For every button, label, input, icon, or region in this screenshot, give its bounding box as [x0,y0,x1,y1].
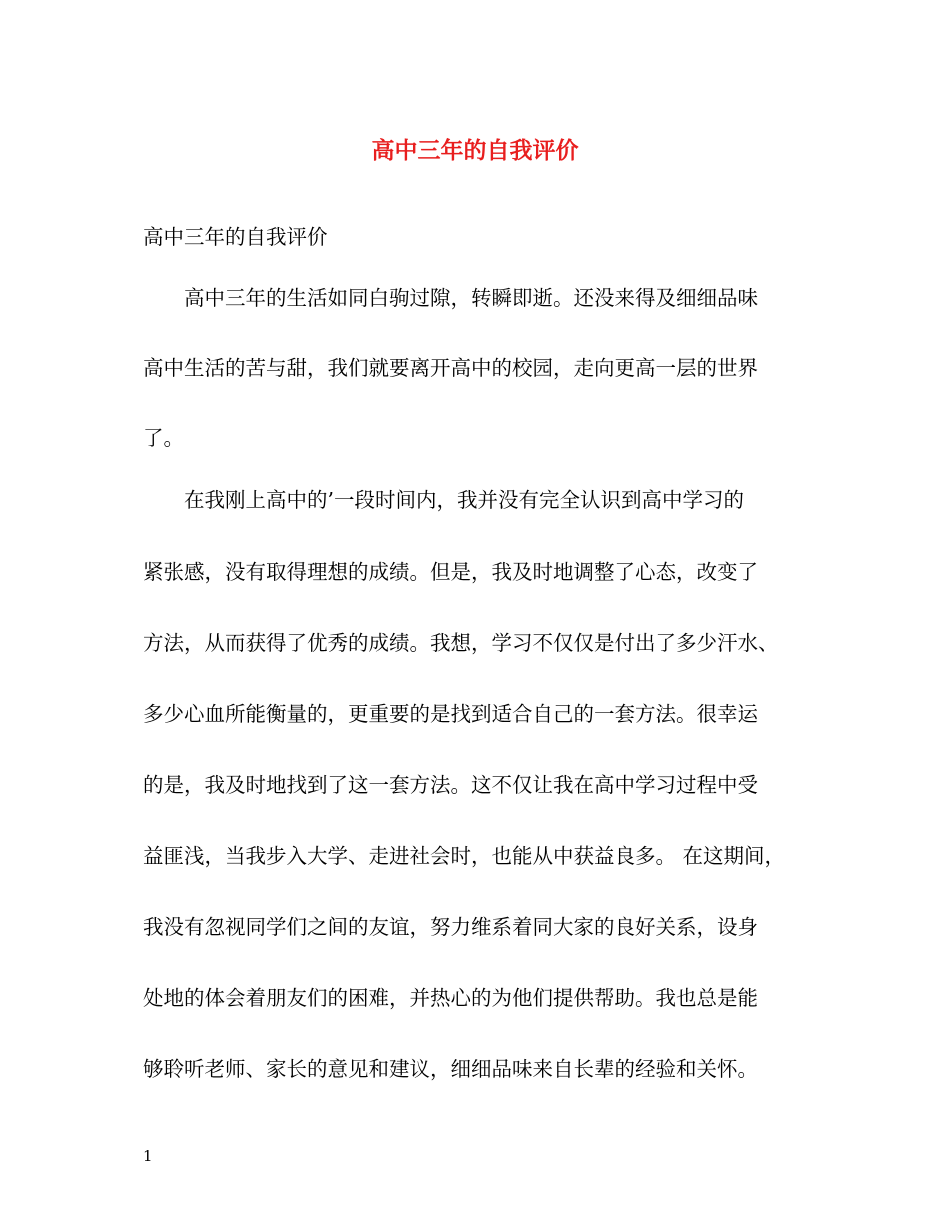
paragraph-line: 在我刚上高中的’一段时间内，我并没有完全认识到高中学习的 [184,488,745,512]
paragraph-line: 处地的体会着朋友们的困难，并热心的为他们提供帮助。我也总是能 [143,986,758,1010]
paragraph-line: 多少心血所能衡量的，更重要的是找到适合自己的一套方法。很幸运 [143,702,758,726]
paragraph-line: 的是，我及时地找到了这一套方法。这不仅让我在高中学习过程中受 [143,773,758,797]
document-subtitle: 高中三年的自我评价 [143,225,328,249]
paragraph-line: 够聆听老师、家长的意见和建议，细细品味来自长辈的经验和关怀。 [143,1057,758,1081]
paragraph-line: 益匪浅，当我步入大学、走进社会时，也能从中获益良多。 在这期间， [143,844,786,868]
paragraph-line: 我没有忽视同学们之间的友谊，努力维系着同大家的良好关系，设身 [143,915,758,939]
paragraph-line: 紧张感，没有取得理想的成绩。但是，我及时地调整了心态，改变了 [143,560,758,584]
page-number: 1 [143,1147,153,1165]
document-title: 高中三年的自我评价 [371,137,579,164]
paragraph-line: 高中三年的生活如同白驹过隙，转瞬即逝。还没来得及细细品味 [184,286,758,310]
paragraph-line: 了。 [143,426,184,450]
paragraph-line: 方法，从而获得了优秀的成绩。我想，学习不仅仅是付出了多少汗水、 [143,631,779,655]
paragraph-line: 高中生活的苦与甜，我们就要离开高中的校园，走向更高一层的世界 [143,356,758,380]
